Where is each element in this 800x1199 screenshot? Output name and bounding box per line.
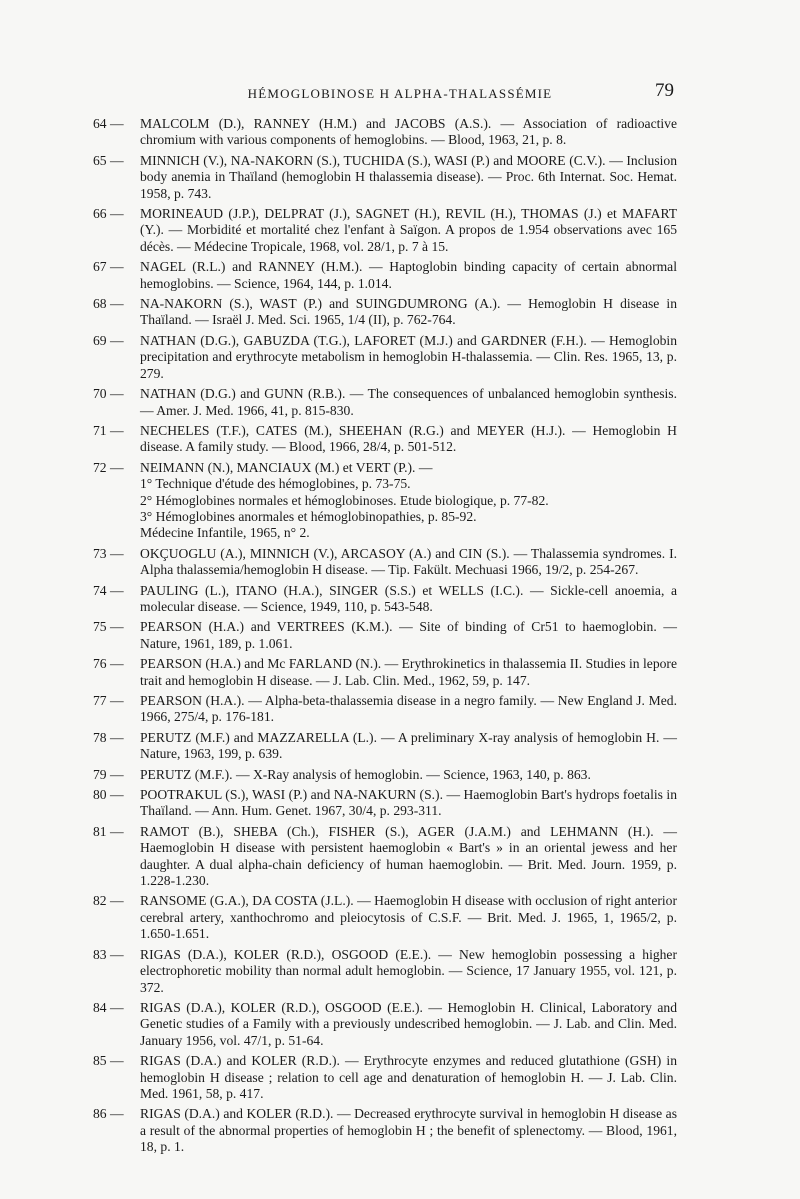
- reference-text: NATHAN (D.G.) and GUNN (R.B.). — The consequences of unbalanced hemoglobin synthesis. — Amer. J. Med. 1966, 41, p. 815-830.: [140, 386, 677, 418]
- reference-text: PEARSON (H.A.) and Mc FARLAND (N.). — Erythrokinetics in thalassemia II. Studies in lepore trait and hemoglobin H disease. — J. Lab. Clin. Med., 1962, 59, p. 147.: [140, 656, 677, 688]
- reference-text: PERUTZ (M.F.). — X-Ray analysis of hemoglobin. — Science, 1963, 140, p. 863.: [140, 766, 591, 782]
- reference-entry: [93, 656, 677, 689]
- reference-entry: [93, 333, 677, 382]
- reference-number: 73 —: [93, 545, 124, 561]
- reference-entry: [93, 460, 677, 542]
- reference-number: 83 —: [93, 946, 124, 962]
- reference-text: RIGAS (D.A.), KOLER (R.D.), OSGOOD (E.E.). — New hemoglobin possessing a higher electrophoretic mobility than normal adult hemoglobin. — Science, 17 January 1955, vol. 121, p. 372.: [140, 946, 677, 995]
- reference-number: 64 —: [93, 116, 124, 131]
- reference-list: [93, 116, 677, 1160]
- reference-entry: [93, 947, 677, 996]
- reference-text: PAULING (L.), ITANO (H.A.), SINGER (S.S.) et WELLS (I.C.). — Sickle-cell anoemia, a molecular disease. — Science, 1949, 110, p. 543-548.: [140, 582, 677, 614]
- reference-entry: [93, 893, 677, 942]
- reference-number: 68 —: [93, 296, 124, 312]
- reference-text: RANSOME (G.A.), DA COSTA (J.L.). — Haemoglobin H disease with occlusion of right anterior cerebral artery, xanthochromo and pleiocytosis of C.S.F. — Brit. Med. J. 1965, 1, 1965/2, p. 1.650-1.651.: [140, 893, 677, 942]
- reference-text: MALCOLM (D.), RANNEY (H.M.) and JACOBS (A.S.). — Association of radioactive chromium with various components of hemoglobins. — Blood, 1963, 21, p. 8.: [140, 116, 677, 148]
- reference-number: 81 —: [93, 823, 124, 839]
- reference-text: NECHELES (T.F.), CATES (M.), SHEEHAN (R.G.) and MEYER (H.J.). — Hemoglobin H disease. A family study. — Blood, 1966, 28/4, p. 501-512.: [140, 422, 677, 455]
- reference-entry: [93, 787, 677, 820]
- running-title: HÉMOGLOBINOSE H ALPHA-THALASSÉMIE: [247, 86, 553, 101]
- reference-number: 71 —: [93, 422, 124, 438]
- reference-entry: [93, 386, 677, 419]
- reference-text: NAGEL (R.L.) and RANNEY (H.M.). — Haptoglobin binding capacity of certain abnormal hemoglobins. — Science, 1964, 144, p. 1.014.: [140, 259, 677, 291]
- reference-text: MINNICH (V.), NA-NAKORN (S.), TUCHIDA (S.), WASI (P.) and MOORE (C.V.). — Inclusion body anemia in Thaïland (hemoglobin H thalassemia disease). — Proc. 6th Internat. Soc. Hemat. 1958, p. 743.: [140, 152, 677, 201]
- reference-text: PERUTZ (M.F.) and MAZZARELLA (L.). — A preliminary X-ray analysis of hemoglobin H. — Nature, 1963, 199, p. 639.: [140, 729, 677, 762]
- reference-entry: [93, 153, 677, 202]
- reference-number: 76 —: [93, 656, 124, 672]
- reference-entry: [93, 583, 677, 616]
- reference-entry: [93, 116, 677, 149]
- reference-entry: [93, 1106, 677, 1155]
- reference-text: POOTRAKUL (S.), WASI (P.) and NA-NAKURN (S.). — Haemoglobin Bart's hydrops foetalis in Thaïland. — Ann. Hum. Genet. 1967, 30/4, p. 293-311.: [140, 787, 677, 819]
- reference-text: NA-NAKORN (S.), WAST (P.) and SUINGDUMRONG (A.). — Hemoglobin H disease in Thaïland. — Israël J. Med. Sci. 1965, 1/4 (II), p. 762-764.: [140, 296, 677, 328]
- reference-text: PEARSON (H.A.) and VERTREES (K.M.). — Site of binding of Cr51 to haemoglobin. — Nature, 1961, 189, p. 1.061.: [140, 619, 677, 651]
- reference-number: 80 —: [93, 787, 124, 803]
- reference-number: 72 —: [93, 459, 124, 475]
- reference-number: 67 —: [93, 259, 124, 275]
- reference-number: 84 —: [93, 999, 124, 1015]
- reference-number: 66 —: [93, 206, 124, 222]
- reference-number: 77 —: [93, 693, 124, 708]
- reference-entry: [93, 259, 677, 292]
- reference-entry: [93, 824, 677, 890]
- reference-text: OKÇUOGLU (A.), MINNICH (V.), ARCASOY (A.) and CIN (S.). — Thalassemia syndromes. I. Alpha thalassemia/hemoglobin H disease. — Tip. Fakült. Mechuasi 1966, 19/2, p. 254-267.: [140, 545, 677, 578]
- reference-entry: [93, 423, 677, 456]
- reference-text: MORINEAUD (J.P.), DELPRAT (J.), SAGNET (H.), REVIL (H.), THOMAS (J.) et MAFART (Y.). — Morbidité et mortalité chez l'enfant à Saïgon. A propos de 1.954 observations avec 165 décès. — Médecine Tropicale, 1968, vol. 28/1, p. 7 à 15.: [140, 206, 677, 254]
- reference-entry: [93, 546, 677, 579]
- reference-number: 74 —: [93, 582, 124, 598]
- reference-number: 85 —: [93, 1053, 124, 1069]
- reference-text: RIGAS (D.A.), KOLER (R.D.), OSGOOD (E.E.). — Hemoglobin H. Clinical, Laboratory and Genetic studies of a Family with a previously undescribed hemoglobin. — J. Lab. and Clin. Med. January 1956, vol. 47/1, p. 51-64.: [140, 999, 677, 1048]
- reference-number: 75 —: [93, 619, 124, 635]
- reference-number: 70 —: [93, 386, 124, 402]
- reference-number: 65 —: [93, 152, 124, 168]
- reference-entry: [93, 767, 677, 783]
- reference-entry: [93, 619, 677, 652]
- reference-entry: [93, 693, 677, 726]
- reference-entry: [93, 1053, 677, 1102]
- reference-entry: [93, 1000, 677, 1049]
- reference-text: RIGAS (D.A.) and KOLER (R.D.). — Decreased erythrocyte survival in hemoglobin H disease as a result of the abnormal properties of hemoglobin H ; the benefit of splenectomy. — Blood, 1961, 18, p. 1.: [140, 1106, 677, 1155]
- reference-number: 86 —: [93, 1106, 124, 1122]
- reference-number: 82 —: [93, 893, 124, 909]
- reference-text: RIGAS (D.A.) and KOLER (R.D.). — Erythrocyte enzymes and reduced glutathione (GSH) in hemoglobin H disease ; relation to cell age and denaturation of hemoglobin H. — J. Lab. Clin. Med. 1961, 58, p. 417.: [140, 1053, 677, 1101]
- page-header: [0, 80, 800, 110]
- reference-entry: [93, 296, 677, 329]
- reference-text: RAMOT (B.), SHEBA (Ch.), FISHER (S.), AGER (J.A.M.) and LEHMANN (H.). — Haemoglobin H disease with persistent haemoglobin « Bart's » in an oriental jewess and her daughter. A dual alpha-chain deficiency of human haemoglobin. — Brit. Med. Journ. 1959, p. 1.228-1.230.: [140, 823, 677, 889]
- page-number: 79: [655, 80, 674, 101]
- reference-number: 78 —: [93, 729, 124, 745]
- reference-text: NEIMANN (N.), MANCIAUX (M.) et VERT (P.). — 1° Technique d'étude des hémoglobines, p. 73-75. 2° Hémoglobines normales et hémoglobinoses. Etude biologique, p. 77-82. 3° Hémoglobines anormales et hémoglobinopathies, p. 85-92. Médecine Infantile, 1965, n° 2.: [140, 459, 549, 541]
- reference-entry: [93, 206, 677, 255]
- reference-entry: [93, 730, 677, 763]
- reference-text: NATHAN (D.G.), GABUZDA (T.G.), LAFORET (M.J.) and GARDNER (F.H.). — Hemoglobin precipitation and erythrocyte metabolism in hemoglobin H-thalassemia. — Clin. Res. 1965, 13, p. 279.: [140, 332, 677, 381]
- reference-number: 79 —: [93, 766, 124, 782]
- reference-number: 69 —: [93, 332, 124, 348]
- reference-text: PEARSON (H.A.). — Alpha-beta-thalassemia disease in a negro family. — New England J. Med. 1966, 275/4, p. 176-181.: [140, 693, 677, 725]
